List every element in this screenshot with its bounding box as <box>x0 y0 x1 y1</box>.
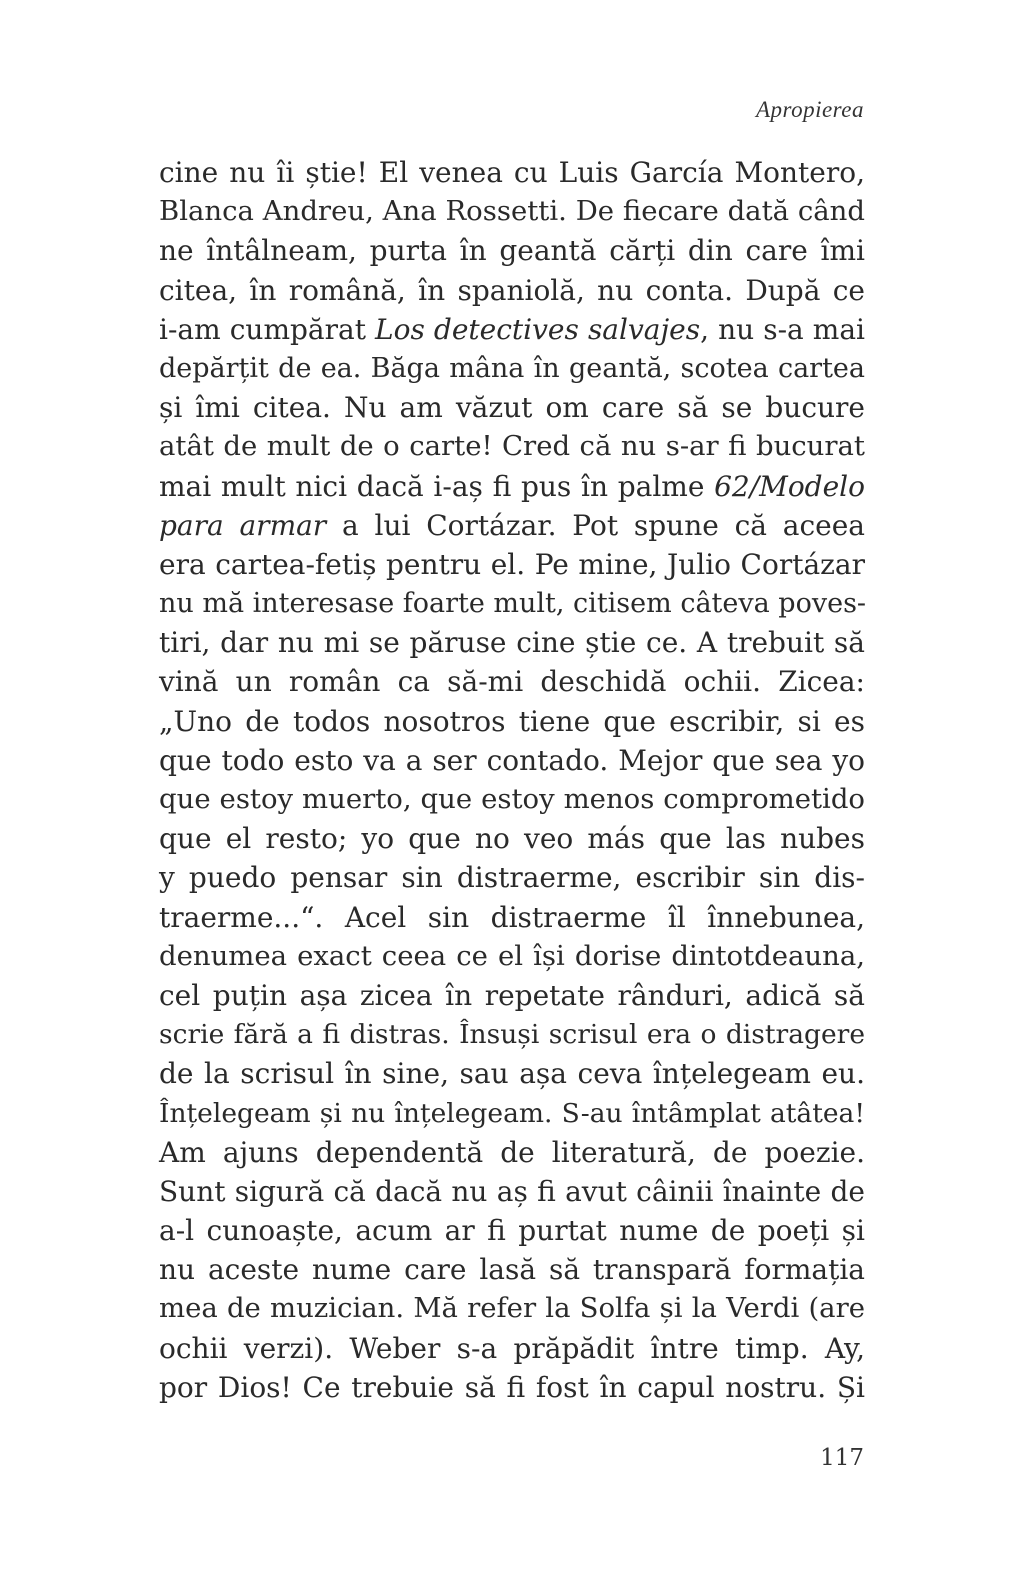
text-line <box>159 584 865 623</box>
text-line <box>159 662 865 701</box>
text-line <box>159 898 865 937</box>
text-line <box>159 310 865 349</box>
text-line <box>159 702 865 741</box>
italic-title: para armar <box>159 508 327 542</box>
text-run: era cartea-fetiș pentru el. Pe mine, Julio Cortázar <box>159 547 865 581</box>
text-run: por Dios! Ce trebuie să fi fost în capul nostru. Și <box>159 1370 865 1404</box>
text-line <box>159 467 865 506</box>
text-run: tiri, dar nu mi se păruse cine știe ce. A trebuit să <box>159 626 865 660</box>
text-run: a-l cunoaște, acum ar fi purtat nume de poeți și <box>159 1214 865 1248</box>
text-line <box>159 780 865 819</box>
text-run: Blanca Andreu, Ana Rossetti. De fiecare dată când <box>159 195 865 228</box>
italic-title: 62/Modelo <box>714 469 865 503</box>
text-run: traerme...“. Acel sin distraerme îl înnebunea, <box>159 900 865 934</box>
text-run: de la scrisul în sine, sau așa ceva înțelegeam eu. <box>159 1057 865 1091</box>
text-line <box>159 153 865 192</box>
text-line <box>159 1015 865 1054</box>
text-line <box>159 1250 865 1289</box>
italic-title: Los detectives salvajes <box>375 312 701 346</box>
text-run: citea, în română, în spaniolă, nu conta. După ce <box>159 273 865 307</box>
text-run: nu mă interesase foarte mult, citisem câteva poves- <box>159 588 867 620</box>
text-run: i-am cumpărat <box>159 312 376 346</box>
text-line <box>159 271 865 310</box>
body-text <box>159 153 865 1407</box>
text-line <box>159 819 865 858</box>
text-run: mea de muzician. Mă refer la Solfa și la Verdi (are <box>159 1292 865 1325</box>
text-line <box>159 1133 865 1172</box>
text-run: que estoy muerto, que estoy menos comprometido <box>159 783 865 815</box>
text-run: și îmi citea. Nu am văzut om care să se bucure <box>159 391 865 425</box>
text-line <box>159 741 865 780</box>
text-run: vină un român ca să-mi deschidă ochii. Zicea: <box>159 665 865 699</box>
text-line <box>159 1329 865 1368</box>
text-line <box>159 623 865 662</box>
text-run: mai mult nici dacă i-aș fi pus în palme <box>159 469 715 503</box>
text-line <box>159 1172 865 1211</box>
text-run: y puedo pensar sin distraerme, escribir sin dis- <box>159 861 865 895</box>
text-run: , nu s-a mai <box>700 312 865 346</box>
text-run: ne întâlneam, purta în geantă cărți din care îmi <box>159 234 865 268</box>
text-line <box>159 192 865 231</box>
text-line <box>159 545 865 584</box>
text-line <box>159 976 865 1015</box>
page-number: 117 <box>820 1445 864 1471</box>
text-run: depărțit de ea. Băga mâna în geantă, scotea cartea <box>159 352 865 384</box>
text-line <box>159 858 865 897</box>
text-line <box>159 1094 865 1133</box>
text-run: nu aceste nume care lasă să transpară formația <box>159 1253 865 1287</box>
text-line <box>159 388 865 427</box>
text-run: a lui Cortázar. Pot spune că aceea <box>326 508 865 542</box>
text-run: que el resto; yo que no veo más que las nubes <box>159 822 865 856</box>
text-run: cel puțin așa zicea în repetate rânduri, adică să <box>159 978 865 1012</box>
text-line <box>159 427 865 466</box>
text-line <box>159 937 865 976</box>
text-line <box>159 1054 865 1093</box>
text-line <box>159 1289 865 1328</box>
text-run: que todo esto va a ser contado. Mejor que sea yo <box>159 743 865 777</box>
text-line <box>159 1368 865 1407</box>
text-run: „Uno de todos nosotros tiene que escribir, si es <box>159 704 865 738</box>
text-run: scrie fără a fi distras. Însuși scrisul era o distragere <box>159 1019 865 1051</box>
text-line <box>159 349 865 388</box>
text-line <box>159 231 865 270</box>
text-run: denumea exact ceea ce el își dorise dintotdeauna, <box>159 939 865 972</box>
text-line <box>159 1211 865 1250</box>
text-run: cine nu îi știe! El venea cu Luis García Montero, <box>159 156 865 189</box>
running-head: Apropierea <box>755 97 864 122</box>
text-run: Am ajuns dependentă de literatură, de poezie. <box>159 1135 865 1169</box>
text-run: ochii verzi). Weber s-a prăpădit între timp. Ay, <box>159 1331 865 1365</box>
text-run: Înțelegeam și nu înțelegeam. S-au întâmplat atâtea! <box>159 1097 865 1129</box>
text-run: atât de mult de o carte! Cred că nu s-ar fi bucurat <box>159 430 865 463</box>
text-line <box>159 506 865 545</box>
text-run: Sunt sigură că dacă nu aș fi avut câinii înainte de <box>159 1174 865 1208</box>
